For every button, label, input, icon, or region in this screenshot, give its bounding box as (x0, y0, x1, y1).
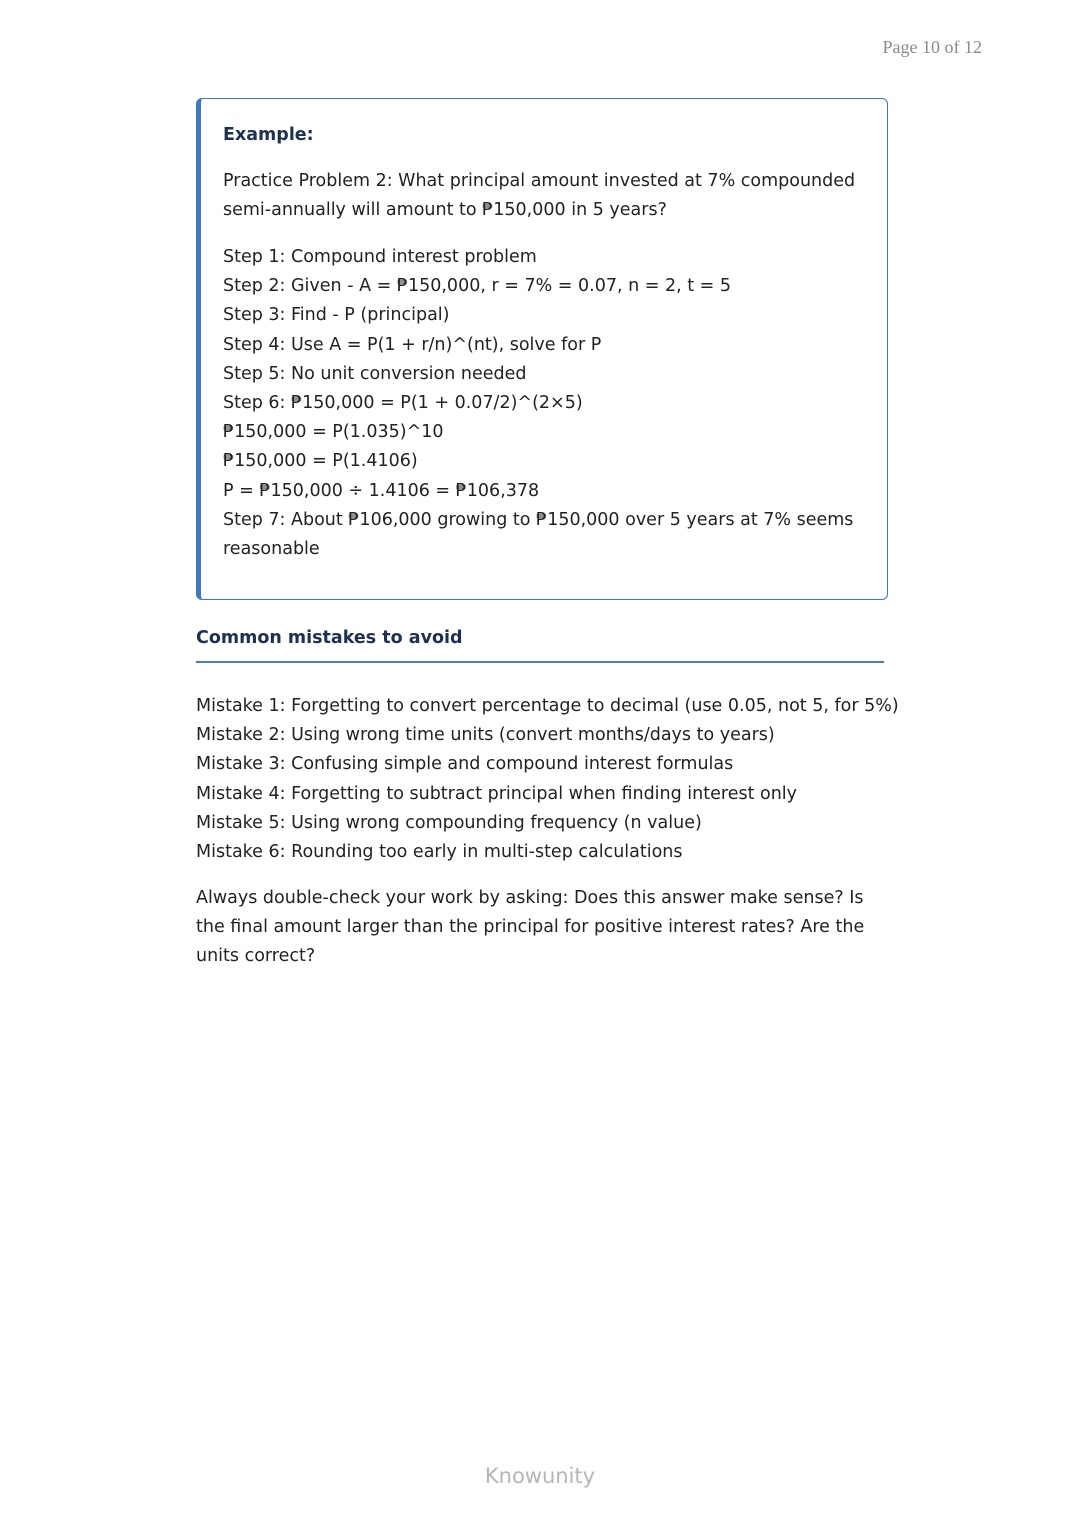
step-line: ₱150,000 = P(1.4106) (223, 451, 418, 472)
step-line: Step 5: No unit conversion needed (223, 363, 527, 384)
mistake-item: Mistake 2: Using wrong time units (convert months/days to years) (196, 725, 775, 746)
mistake-item: Mistake 1: Forgetting to convert percentage to decimal (use 0.05, not 5, for 5%) (196, 696, 899, 716)
example-box (196, 98, 888, 600)
mistake-item: Mistake 5: Using wrong compounding frequency (n value) (196, 812, 702, 833)
example-title: Example: (223, 125, 314, 145)
page-number: Page 10 of 12 (882, 37, 982, 57)
step-line: Step 6: ₱150,000 = P(1 + 0.07/2)^(2×5) (223, 393, 583, 414)
step-line: P = ₱150,000 ÷ 1.4106 = ₱106,378 (223, 480, 540, 501)
mistakes-list (196, 692, 899, 867)
step-line: Step 1: Compound interest problem (223, 247, 537, 267)
step-line: ₱150,000 = P(1.035)^10 (223, 422, 444, 443)
section-divider (196, 661, 884, 663)
step-line: Step 2: Given - A = ₱150,000, r = 7% = 0.07, n = 2, t = 5 (223, 276, 732, 297)
step-line: Step 3: Find - P (principal) (223, 305, 450, 326)
mistake-item: Mistake 3: Confusing simple and compound interest formulas (196, 754, 734, 775)
closing-paragraph: Always double-check your work by asking: Does this answer make sense? Is the final amount larger than the principal for positive interest rates? Are the units correct? (196, 888, 865, 967)
solution-steps (223, 243, 887, 564)
step-line: reasonable (223, 539, 320, 560)
mistake-item: Mistake 6: Rounding too early in multi-step calculations (196, 842, 683, 863)
mistake-item: Mistake 4: Forgetting to subtract principal when finding interest only (196, 783, 798, 804)
practice-problem: Practice Problem 2: What principal amount invested at 7% compounded semi-annually will amount to ₱150,000 in 5 years? (223, 171, 856, 220)
section-heading: Common mistakes to avoid (196, 628, 463, 648)
step-line: Step 4: Use A = P(1 + r/n)^(nt), solve for P (223, 334, 602, 355)
footer-brand: Knowunity (484, 1464, 596, 1488)
step-line: Step 7: About ₱106,000 growing to ₱150,000 over 5 years at 7% seems (223, 509, 854, 530)
